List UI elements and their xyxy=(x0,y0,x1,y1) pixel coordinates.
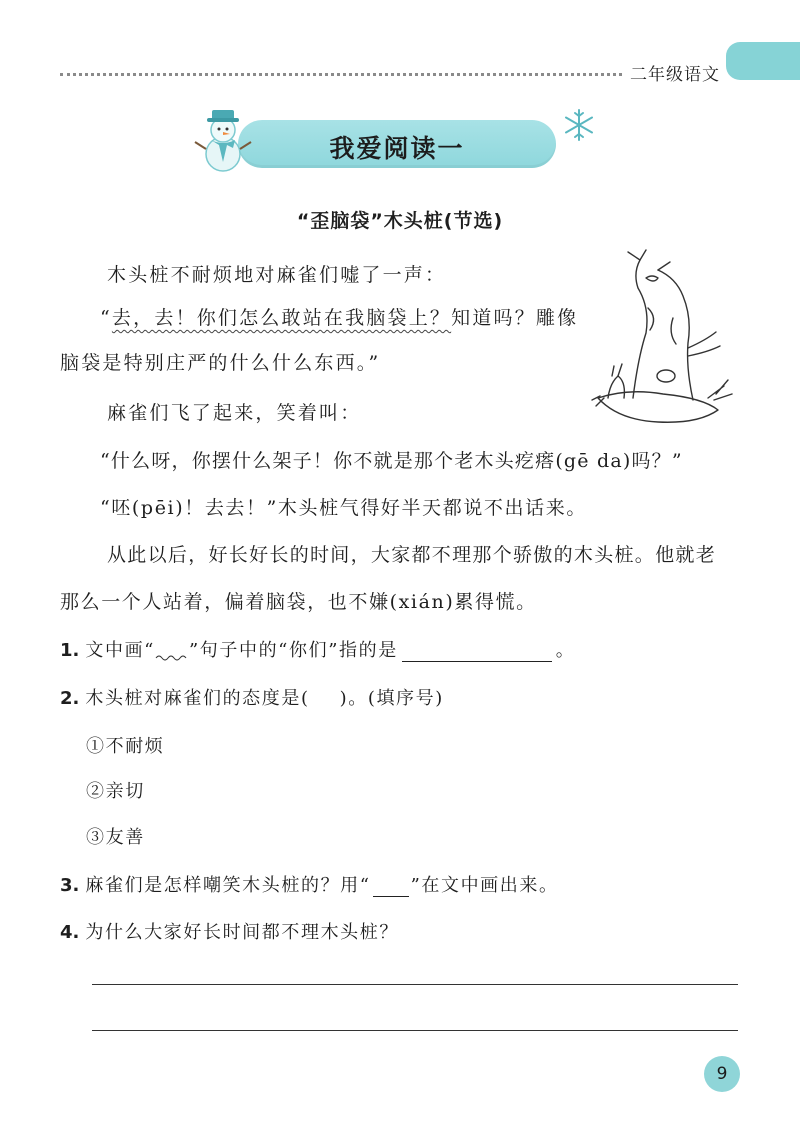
line-mark xyxy=(373,882,409,897)
question-number: 1. xyxy=(60,640,80,661)
wavy-underlined-sentence: 去，去！你们怎么敢站在我脑袋上？ xyxy=(111,307,452,329)
question-number: 2. xyxy=(60,688,80,709)
passage-line-7: 从此以后，好长好长的时间，大家都不理那个骄傲的木头桩。他就老 xyxy=(107,544,717,566)
option-1: ①不耐烦 xyxy=(86,736,165,757)
snowman-icon xyxy=(193,102,255,174)
passage-line-5: “什么呀，你摆什么架子！你不就是那个老木头疙瘩(gē da)吗？” xyxy=(100,450,683,472)
wavy-mark-icon xyxy=(155,652,189,662)
question-2 xyxy=(60,684,444,710)
question-2-text-a: 木头桩对麻雀们的态度是( xyxy=(85,688,310,709)
question-1-text-a: 文中画“ xyxy=(85,640,155,661)
answer-line-1[interactable] xyxy=(92,984,738,985)
open-quote: “ xyxy=(100,307,112,329)
question-3-text-b: ”在文中画出来。 xyxy=(410,875,559,896)
question-4 xyxy=(60,918,399,944)
page-number: 9 xyxy=(704,1056,740,1092)
passage-line-6: “呸(pēi)！去去！”木头桩气得好半天都说不出话来。 xyxy=(100,497,587,519)
option-3: ③友善 xyxy=(86,827,145,848)
passage-line-8: 那么一个人站着，偏着脑袋，也不嫌(xián)累得慌。 xyxy=(60,591,537,613)
question-1-text-b: ”句子中的“你们”指的是 xyxy=(188,640,398,661)
section-title: 我爱阅读一 xyxy=(329,134,465,163)
option-2: ②亲切 xyxy=(86,781,145,802)
snowflake-icon xyxy=(562,108,596,142)
question-4-text: 为什么大家好长时间都不理木头桩？ xyxy=(85,922,399,943)
answer-blank[interactable] xyxy=(402,643,552,662)
passage-line-4: 麻雀们飞了起来，笑着叫： xyxy=(107,402,362,424)
question-3 xyxy=(60,871,559,897)
question-1-text-c: 。 xyxy=(555,640,576,661)
header-dotted-rule xyxy=(60,73,622,76)
question-3-text-a: 麻雀们是怎样嘲笑木头桩的？用“ xyxy=(85,875,371,896)
section-banner xyxy=(238,120,556,168)
question-number: 4. xyxy=(60,922,80,943)
passage-line-2 xyxy=(100,303,578,330)
header-tab xyxy=(726,42,800,80)
grade-label: 二年级语文 xyxy=(630,65,720,85)
question-number: 3. xyxy=(60,875,80,896)
passage-title: “歪脑袋”木头桩(节选) xyxy=(296,210,504,232)
passage-line-1: 木头桩不耐烦地对麻雀们嘘了一声： xyxy=(107,264,447,286)
passage-line-3: 脑袋是特别庄严的什么什么东西。” xyxy=(60,352,381,374)
answer-line-2[interactable] xyxy=(92,1030,738,1031)
passage-line-2-tail: 知道吗？雕像 xyxy=(451,307,579,329)
question-1 xyxy=(60,636,575,662)
question-2-text-b: )。(填序号) xyxy=(339,688,444,709)
tree-stump-illustration xyxy=(588,248,738,433)
